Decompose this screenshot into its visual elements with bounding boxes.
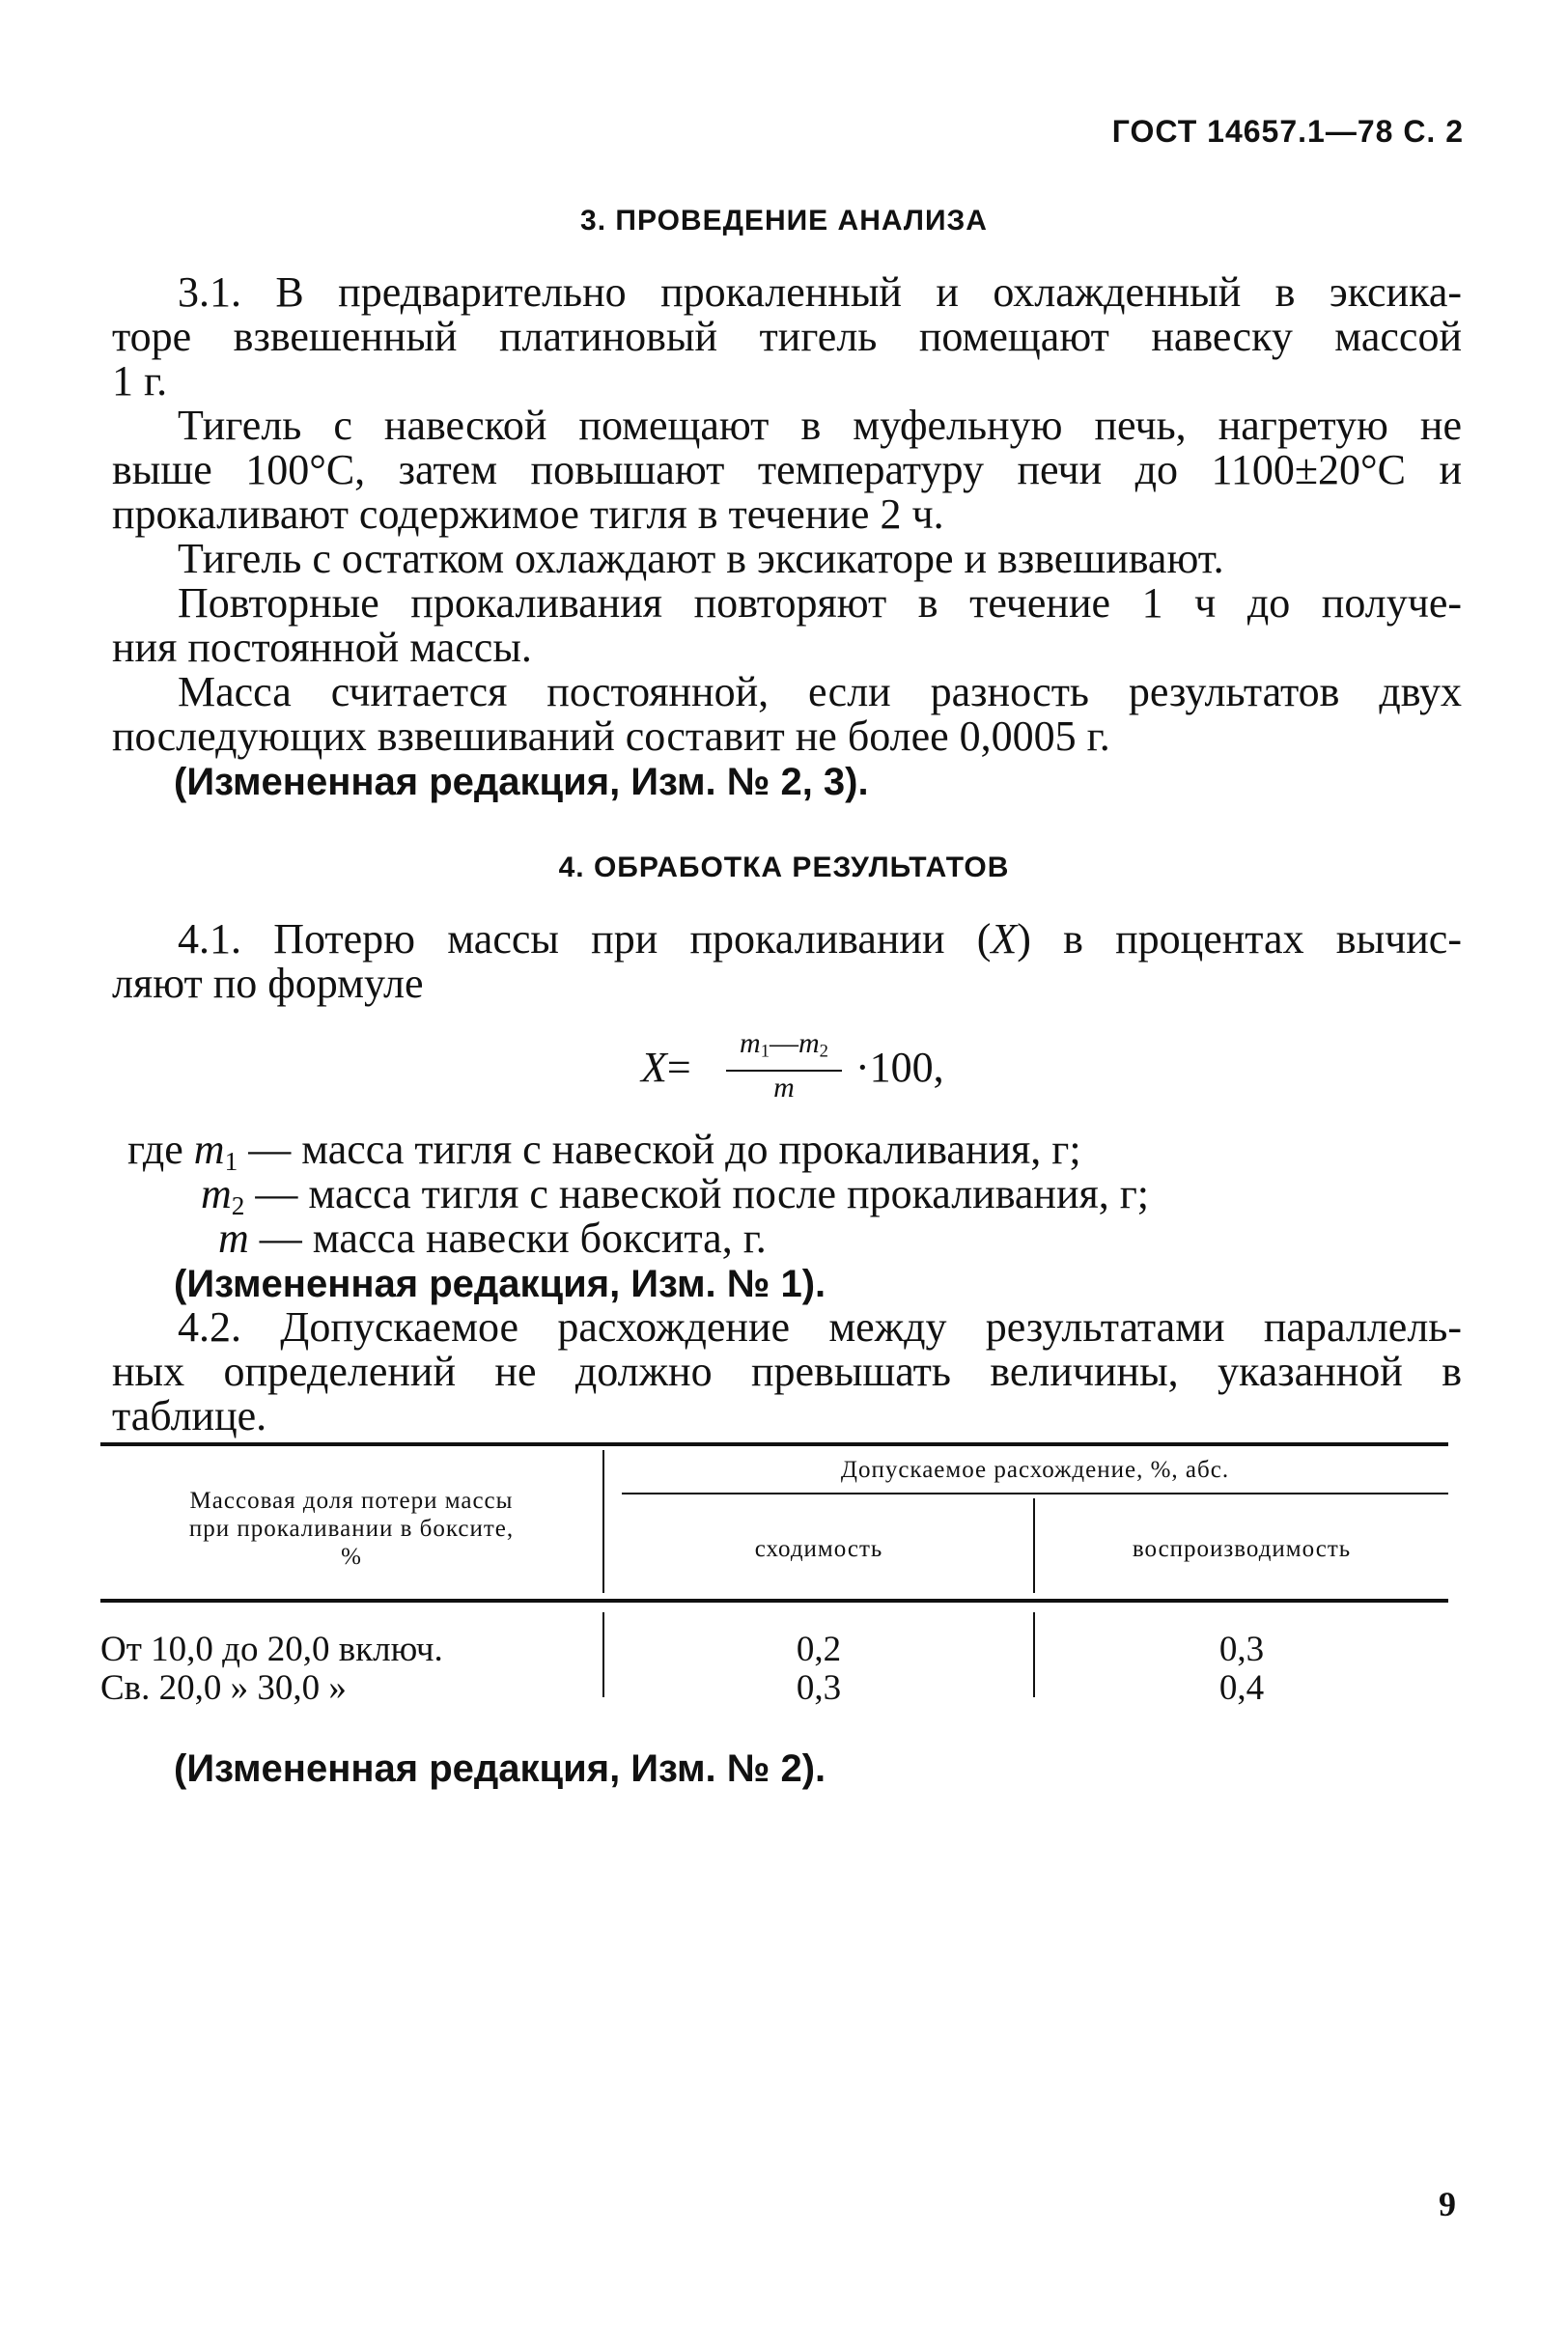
text-line: выше 100°С, затем повышают температуру печи до 1100±20°С и — [112, 446, 1462, 493]
text-line — [178, 915, 1462, 964]
page-number: 9 — [1439, 2185, 1456, 2223]
text-line: 3.1. В предварительно прокаленный и охлажденный в эксика- — [178, 268, 1462, 316]
paragraph-3-3: Тигель с остатком охлаждают в эксикаторе и взвешивают. — [178, 535, 1224, 582]
where-prefix: где — [127, 1126, 183, 1173]
text-line: Масса считается постоянной, если разность результатов двух — [178, 668, 1462, 715]
row-label: Св. 20,0 » 30,0 » — [100, 1668, 347, 1708]
formula-tail: ·100, — [855, 1044, 944, 1091]
reproducibility-value: 0,4 — [1218, 1668, 1265, 1708]
text-line: Повторные прокаливания повторяют в течение 1 ч до получе- — [178, 579, 1462, 627]
text-line: последующих взвешиваний составит не более 0,0005 г. — [112, 712, 1110, 760]
legend-line: m — масса навески боксита, г. — [218, 1215, 767, 1262]
text-line: ных определений не должно превышать величины, указанной в — [112, 1348, 1462, 1395]
text-line: Тигель с навеской помещают в муфельную печь, нагретую не — [178, 402, 1462, 449]
col-header-repeatability: сходимость — [754, 1536, 883, 1562]
repeatability-value: 0,3 — [796, 1668, 842, 1708]
text-line: ляют по формуле — [112, 960, 424, 1007]
column-divider — [602, 1450, 604, 1593]
group-header-rule — [622, 1493, 1448, 1494]
amendment-note-2: (Измененная редакция, Изм. № 2). — [174, 1747, 826, 1790]
formula-numerator: $m_1—m_2$ — [740, 1027, 828, 1062]
section-4-title: 4. ОБРАБОТКА РЕЗУЛЬТАТОВ — [558, 852, 1010, 883]
legend-line: $m_2$ — масса тигля с навеской после прокаливания, г; — [201, 1170, 1150, 1220]
text-line: ния постоянной массы. — [112, 624, 532, 671]
row-label: От 10,0 до 20,0 включ. — [100, 1630, 443, 1669]
text-line: торе взвешенный платиновый тигель помещают навеску массой — [112, 313, 1462, 360]
text-run: ) в процентах вычис- — [1017, 915, 1462, 963]
text-line: 4.2. Допускаемое расхождение между результатами параллель- — [178, 1303, 1462, 1351]
formula-lhs: X= — [641, 1044, 691, 1091]
text-line: таблице. — [112, 1392, 267, 1439]
tolerance-table — [100, 1442, 1448, 1722]
col-header-mass-fraction: Массовая доля потери массы при прокаливании в боксите, % — [188, 1488, 515, 1570]
text-run: 4.1. Потерю массы при прокаливании ( — [178, 915, 992, 963]
amendment-note-3: (Измененная редакция, Изм. № 2, 3). — [174, 761, 869, 803]
col-group-header: Допускаемое расхождение, %, абс. — [840, 1457, 1230, 1483]
formula — [641, 1014, 1027, 1120]
col-header-reproducibility: воспроизводимость — [1132, 1536, 1352, 1562]
amendment-note-1: (Измененная редакция, Изм. № 1). — [174, 1263, 826, 1305]
text-line: прокаливают содержимое тигля в течение 2 ч. — [112, 490, 944, 538]
formula-denominator: m — [773, 1072, 795, 1103]
variable-x: X — [991, 915, 1018, 963]
section-3-title: 3. ПРОВЕДЕНИЕ АНАЛИЗА — [580, 205, 988, 237]
reproducibility-value: 0,3 — [1218, 1630, 1265, 1669]
repeatability-value: 0,2 — [796, 1630, 842, 1669]
legend-line: где $m_1$ — масса тигля с навеской до прокаливания, г; — [127, 1126, 1081, 1176]
table-top-rule — [100, 1442, 1448, 1446]
table-header-rule — [100, 1599, 1448, 1603]
running-head: ГОСТ 14657.1—78 С. 2 — [1111, 114, 1464, 149]
text-line: 1 г. — [112, 357, 168, 405]
